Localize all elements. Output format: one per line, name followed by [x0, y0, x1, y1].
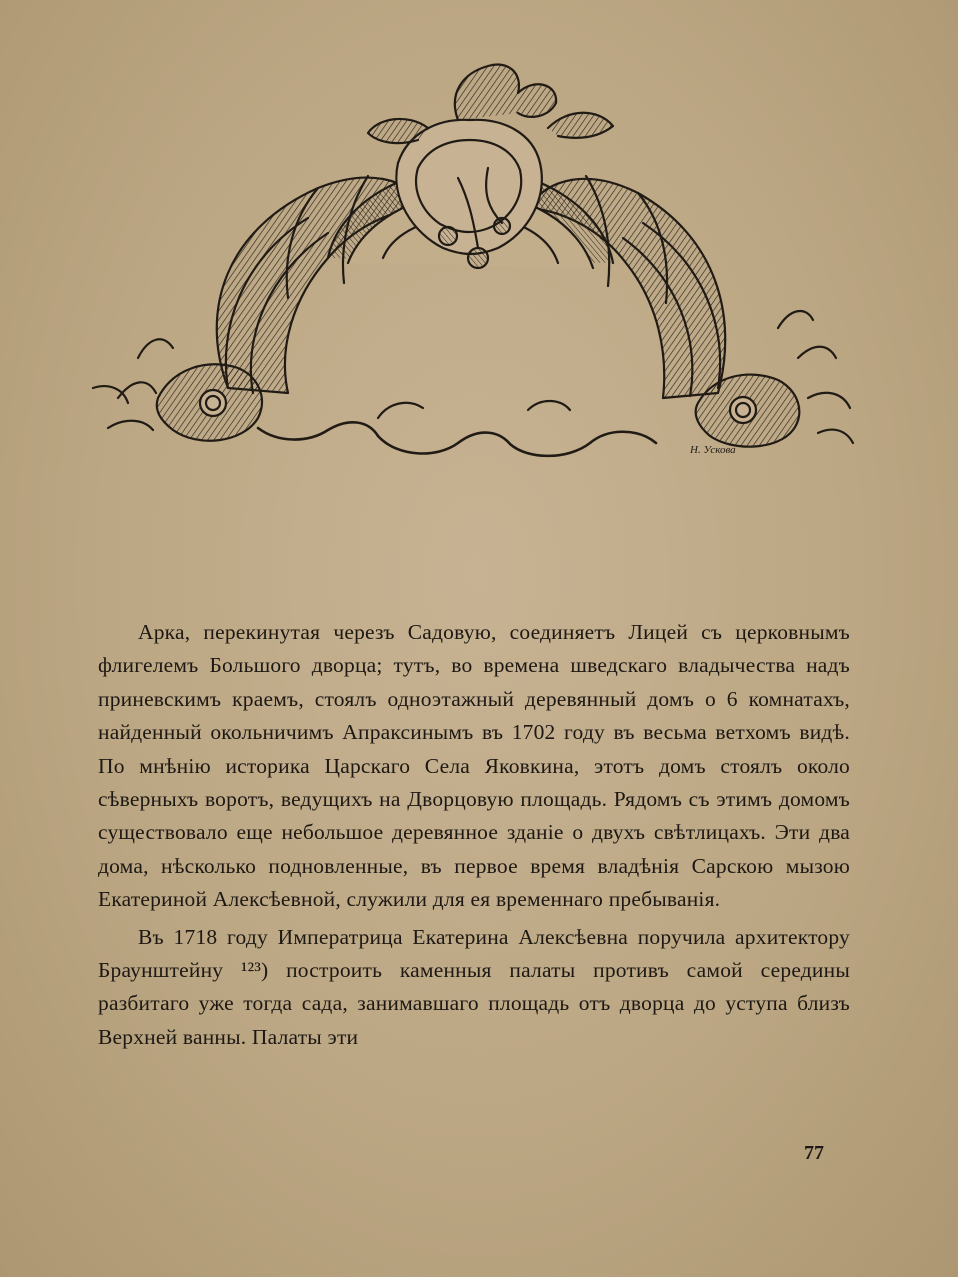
ornament-signature: Н. Ускова [690, 444, 736, 456]
paragraph-2: Въ 1718 году Императрица Екатерина Алексѣевна поручила архитектору Браунштейну ¹²³) построить каменныя палаты противъ самой середины разбитаго уже тогда сада, занимавшаго площадь отъ дворца до уступа близъ Верхней ванны. Палаты эти [98, 924, 850, 1049]
rococo-ornament-illustration [78, 58, 860, 478]
paragraph-1: Арка, перекинутая черезъ Садовую, соединяетъ Лицей съ церковнымъ флигелемъ Большого дворца; тутъ, во времена шведскаго владычества надъ приневскимъ краемъ, стоялъ одноэтажный деревянный домъ о 6 комнатахъ, найденный окольничимъ Апраксинымъ въ 1702 году въ весьма ветхомъ видѣ. По мнѣнію историка Царскаго Села Яковкина, этотъ домъ стоялъ около сѣверныхъ воротъ, ведущихъ на Дворцовую площадь. Рядомъ съ этимъ домомъ существовало еще небольшое деревянное зданіе о двухъ свѣтлицахъ. Эти два дома, нѣсколько подновленные, въ первое время владѣнія Сарскою мызою Екатериной Алексѣевной, служили для ея временнаго пребыванія. [98, 620, 850, 912]
page-number: 77 [804, 1142, 824, 1164]
body-text [98, 616, 850, 1054]
